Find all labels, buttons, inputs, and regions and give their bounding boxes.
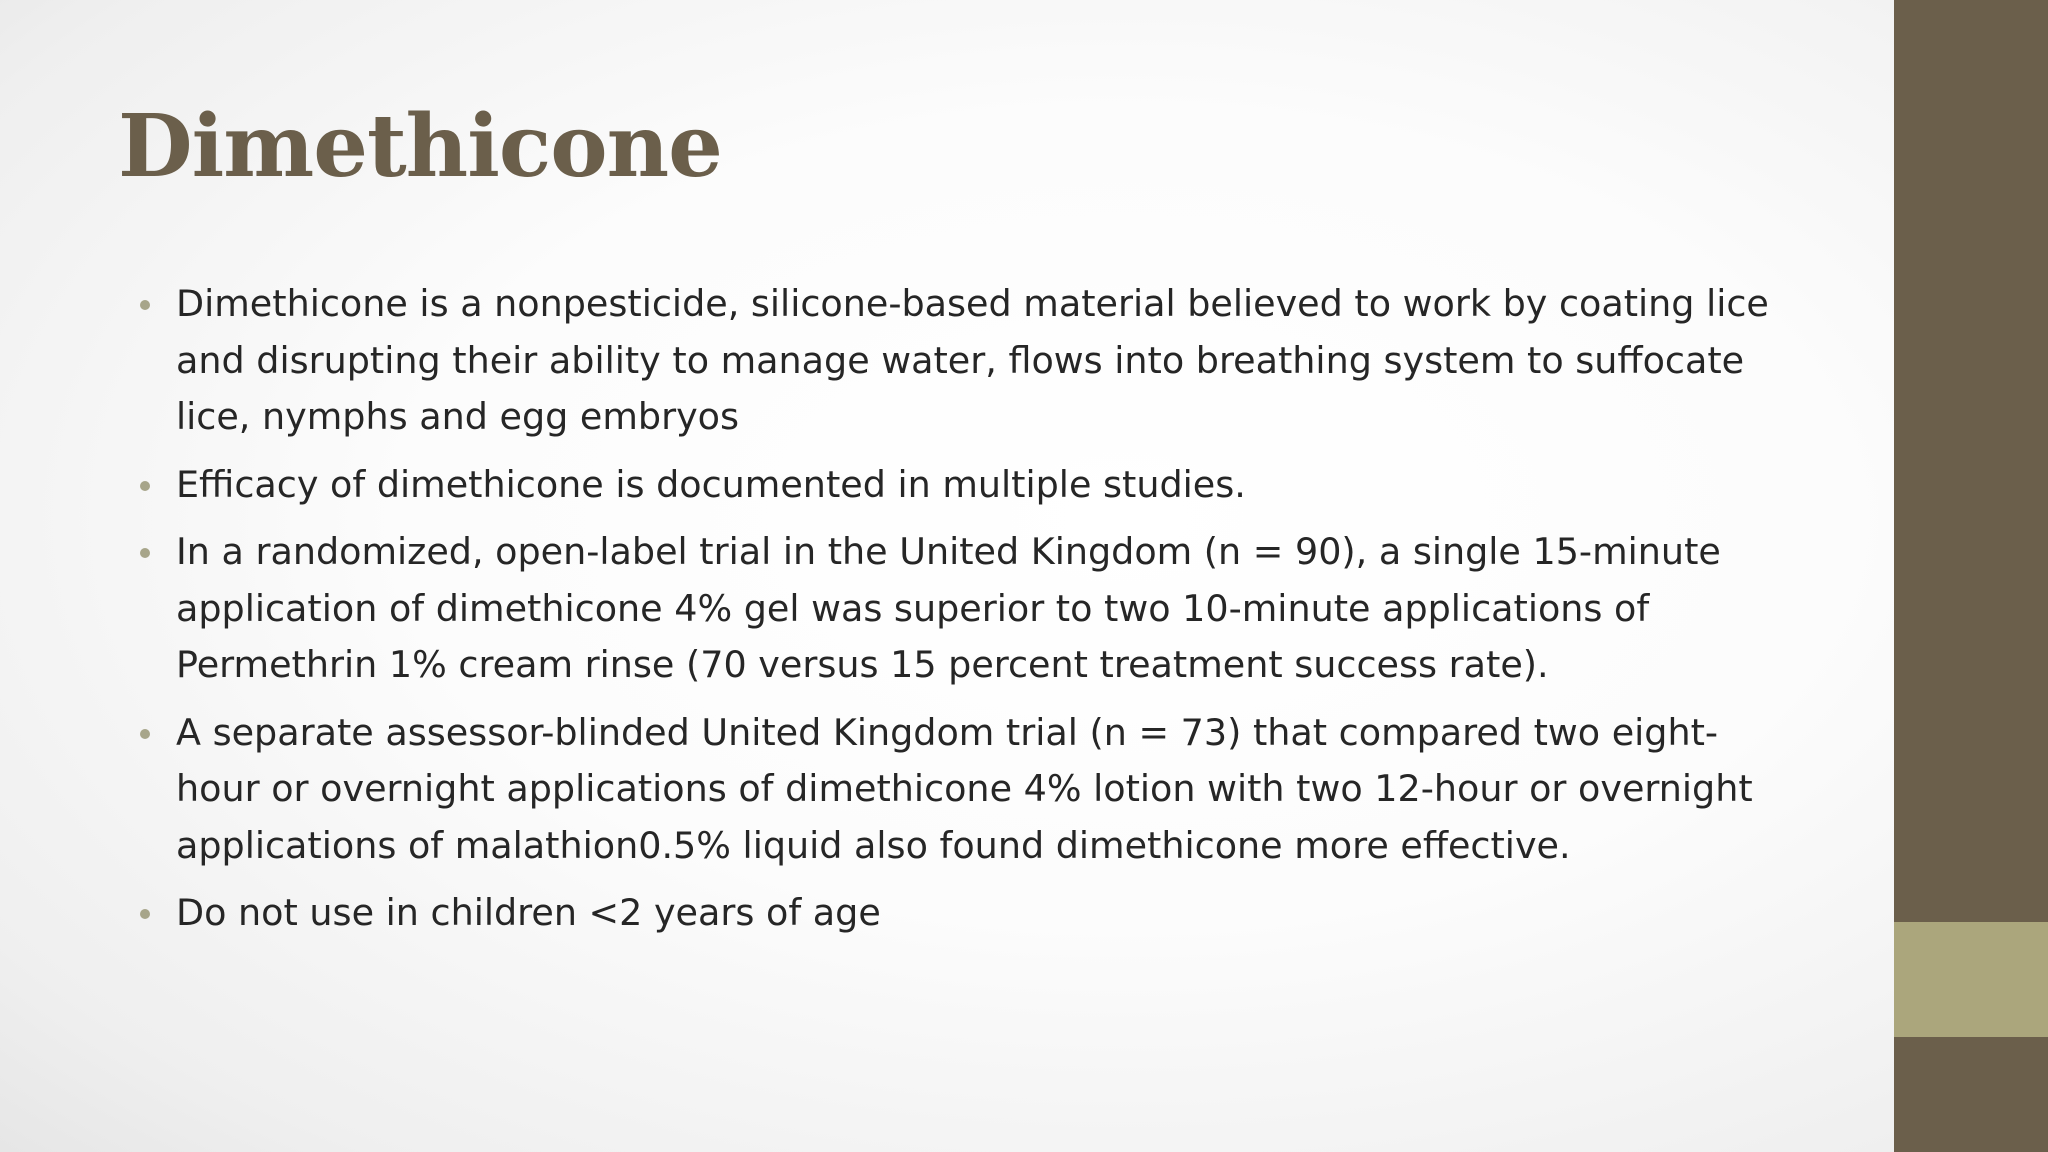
- bullet-list: [136, 276, 1786, 953]
- bullet-dot-icon: [140, 909, 150, 919]
- bullet-item: [136, 524, 1786, 694]
- bullet-dot-icon: [140, 300, 150, 310]
- bullet-item: [136, 885, 1786, 942]
- bullet-dot-icon: [140, 729, 150, 739]
- bullet-text: In a randomized, open-label trial in the United Kingdom (n = 90), a single 15-minute application of dimethicone 4% gel was superior to two 10-minute applications of Permethrin 1% cream rinse (70 versus 15 percent treatment success rate).: [176, 530, 1721, 686]
- bullet-dot-icon: [140, 548, 150, 558]
- bullet-item: [136, 705, 1786, 875]
- bullet-item: [136, 276, 1786, 446]
- bullet-text: Do not use in children <2 years of age: [176, 891, 881, 934]
- bullet-item: [136, 457, 1786, 514]
- bullet-text: Dimethicone is a nonpesticide, silicone-based material believed to work by coating lice and disrupting their ability to manage water, flows into breathing system to suffocate lice, nymphs and egg embryos: [176, 282, 1769, 438]
- bullet-text: A separate assessor-blinded United Kingdom trial (n = 73) that compared two eight-hour or overnight applications of dimethicone 4% lotion with two 12-hour or overnight applications of malathion0.5% liquid also found dimethicone more effective.: [176, 710, 1753, 867]
- slide-title: Dimethicone: [118, 96, 722, 197]
- side-accent-block: [1894, 922, 2048, 1037]
- bullet-text: Efficacy of dimethicone is documented in multiple studies.: [176, 462, 1246, 506]
- bullet-dot-icon: [140, 481, 150, 491]
